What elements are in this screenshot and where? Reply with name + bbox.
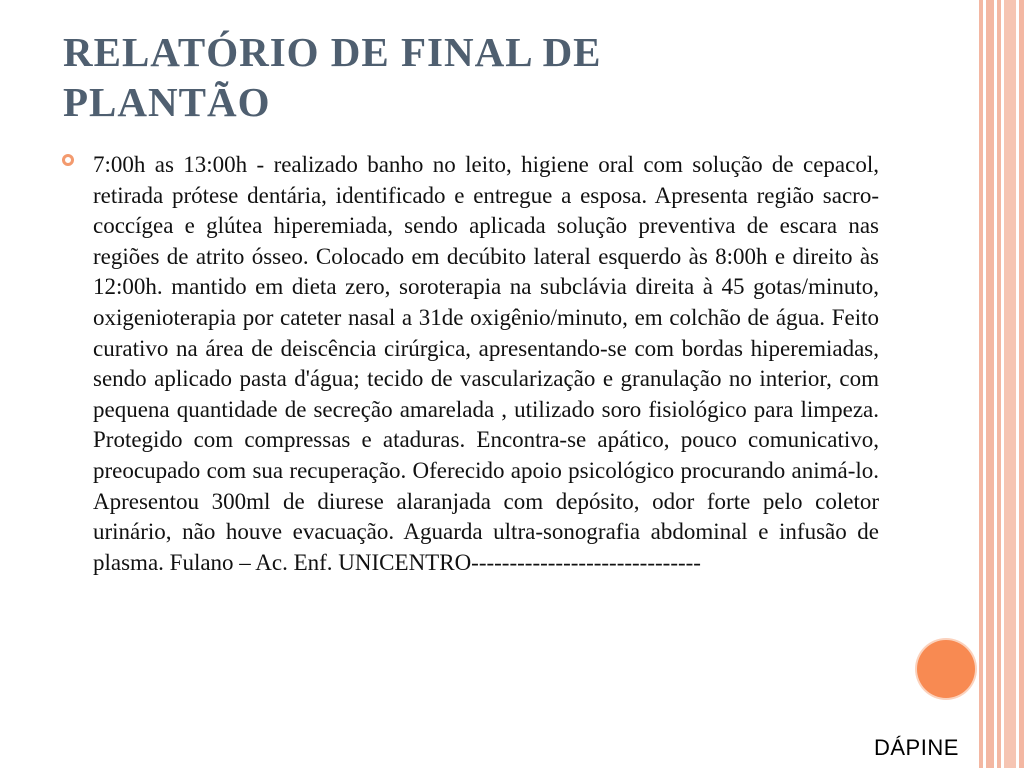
- slide-title: [63, 27, 763, 127]
- title-line-2: PLANTÃO: [63, 79, 271, 125]
- decorative-orange-circle: [917, 640, 975, 698]
- decorative-stripe: [1019, 0, 1024, 768]
- title-line-1: RELATÓRIO DE FINAL DE: [63, 29, 602, 75]
- report-body-text: 7:00h as 13:00h - realizado banho no leito, higiene oral com solução de cepacol, retirada prótese dentária, identificado e entregue a esposa. Apresenta região sacro-coccígea e glútea hiperemiada, sendo aplicada solução preventiva de escara nas regiões de atrito ósseo. Colocado em decúbito lateral esquerdo às 8:00h e direito às 12:00h. mantido em dieta zero, soroterapia na subclávia direita à 45 gotas/minuto, oxigenioterapia por cateter nasal a 31de oxigênio/minuto, em colchão de água. Feito curativo na área de deiscência cirúrgica, apresentando-se com bordas hiperemiadas, sendo aplicado pasta d'água; tecido de vascularização e granulação no interior, com pequena quantidade de secreção amarelada , utilizado soro fisiológico para limpeza. Protegido com compressas e ataduras. Encontra-se apático, pouco comunicativo, preocupado com sua recuperação. Oferecido apoio psicológico procurando animá-lo. Apresentou 300ml de diurese alaranjada com depósito, odor forte pelo coletor urinário, não houve evacuação. Aguarda ultra-sonografia abdominal e infusão de plasma. Fulano – Ac. Enf. UNICENTRO------------------------------: [93, 152, 879, 575]
- footer-author: DÁPINE: [874, 735, 959, 760]
- decorative-stripe: [997, 0, 1001, 768]
- decorative-stripe: [1004, 0, 1016, 768]
- decorative-stripe: [979, 0, 983, 768]
- hollow-circle-bullet-icon: [62, 154, 74, 166]
- decorative-stripe: [986, 0, 994, 768]
